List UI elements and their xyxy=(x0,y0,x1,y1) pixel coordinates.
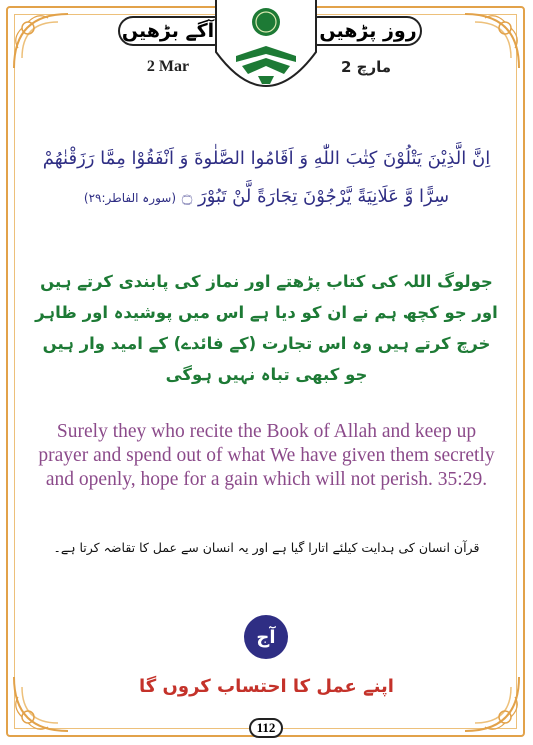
urdu-translation: جولوگ اللہ کی کتاب پڑھتے اور نماز کی پابندی کرتے ہیں اور جو کچھ ہم نے ان کو دیا ہے اس میں پوشیدہ اور ظاہر خرچ کرتے ہیں وہ اس تجارت (کے فائدے) کے امید وار ہیں جو کبھی تباہ نہیں ہوگی xyxy=(35,272,498,384)
header-title-left: آگے بڑھیں xyxy=(118,16,218,46)
english-translation: Surely they who recite the Book of Allah and keep up prayer and spend out of what We have given them secretly and openly, hope for a gain which will not perish. 35:29. xyxy=(38,421,495,490)
arabic-verse xyxy=(40,140,493,217)
corner-ornament-icon xyxy=(455,8,525,78)
reflection-note: قرآن انسان کی ہدایت کیلئے اتارا گیا ہے اور یہ انسان سے عمل کا تقاضہ کرتا ہے۔ xyxy=(53,540,480,555)
header-title-right: روز پڑھیں xyxy=(314,16,422,46)
page-number: 112 xyxy=(249,718,283,738)
quran-logo-icon xyxy=(212,0,320,102)
date-urdu: 2 مارچ xyxy=(340,58,392,76)
today-badge: آج xyxy=(244,615,288,659)
corner-ornament-icon xyxy=(8,8,78,78)
date-english: 2 Mar xyxy=(146,58,190,75)
daily-resolution: اپنے عمل کا احتساب کروں گا xyxy=(139,676,394,697)
verse-reference: (سورہ الفاطر:۲۹) xyxy=(83,191,177,205)
arabic-verse-text: اِنَّ الَّذِيْنَ يَتْلُوْنَ كِتٰبَ اللّٰهِ وَ اَقَامُوا الصَّلٰوةَ وَ اَنْفَقُوْا مِمَّا رَزَقْنٰهُمْ سِرًّا وَّ عَلَانِيَةً يَّرْجُوْنَ تِجَارَةً لَّنْ تَبُوْرَ ۝ xyxy=(42,148,491,207)
